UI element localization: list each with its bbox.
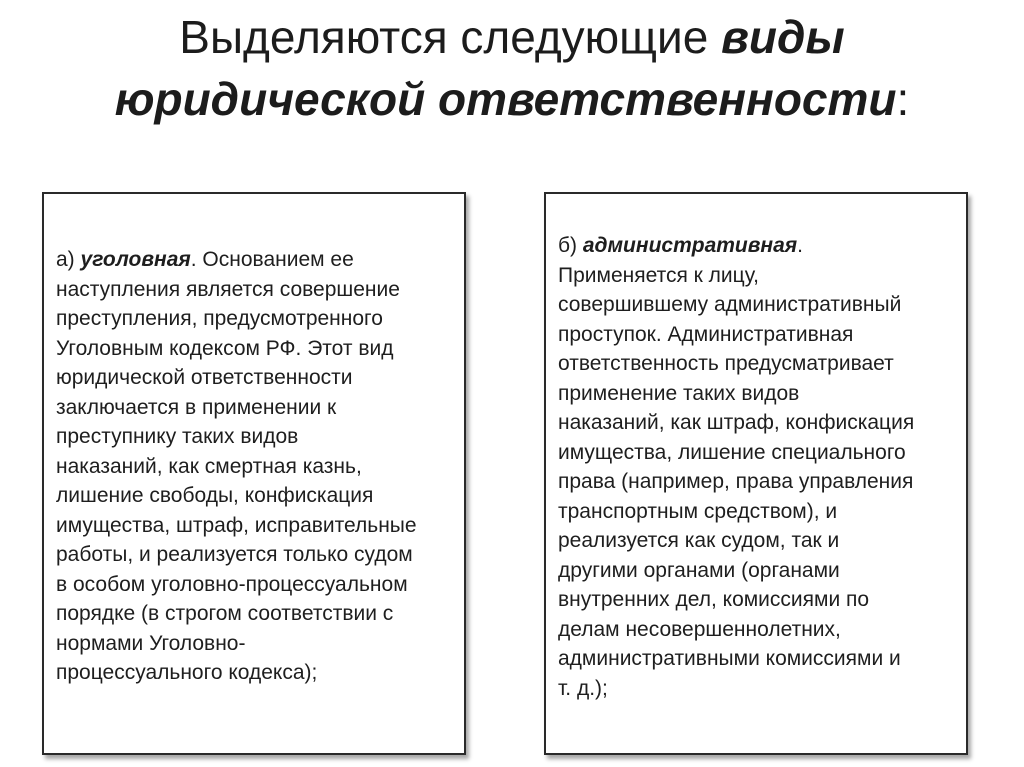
title-colon: : bbox=[896, 73, 910, 125]
card-criminal-text bbox=[56, 245, 462, 688]
card-criminal-responsibility bbox=[42, 192, 466, 755]
card-administrative-body: . Применяется к лицу, совершившему административный проступок. Административная ответственность предусматривает применение таких видов наказаний, как штраф, конфискация имущества, лишение специального права (например, права управления транспортным средством), и реализуется как судом, так и другими органами (органами внутренних дел, комиссиями по делам несовершеннолетних, административными комиссиями и т. д.); bbox=[558, 234, 915, 700]
card-administrative-responsibility bbox=[544, 192, 968, 755]
card-criminal-body: . Основанием ее наступления является совершение преступления, предусмотренного Уголовным кодексом РФ. Этот вид юридической ответственности заключается в применении к преступнику таких видов наказаний, как смертная казнь, лишение свободы, конфискация имущества, штраф, исправительные работы, и реализуется только судом в особом уголовно-процессуальном порядке (в строгом соответствии с нормами Уголовно- процессуального кодекса); bbox=[56, 248, 417, 684]
slide-title bbox=[0, 6, 1024, 130]
title-emphasis-legal-responsibility: юридической ответственности bbox=[114, 73, 897, 125]
title-plain-text: Выделяются следующие bbox=[179, 11, 722, 63]
title-line-1 bbox=[0, 6, 1024, 68]
card-criminal-prefix: а) bbox=[56, 248, 81, 271]
title-emphasis-types: виды bbox=[721, 11, 845, 63]
card-administrative-prefix: б) bbox=[558, 234, 583, 257]
card-criminal-kind: уголовная bbox=[80, 248, 191, 271]
card-administrative-kind: административная bbox=[582, 234, 798, 257]
card-administrative-text bbox=[558, 231, 966, 703]
title-line-2 bbox=[0, 68, 1024, 130]
